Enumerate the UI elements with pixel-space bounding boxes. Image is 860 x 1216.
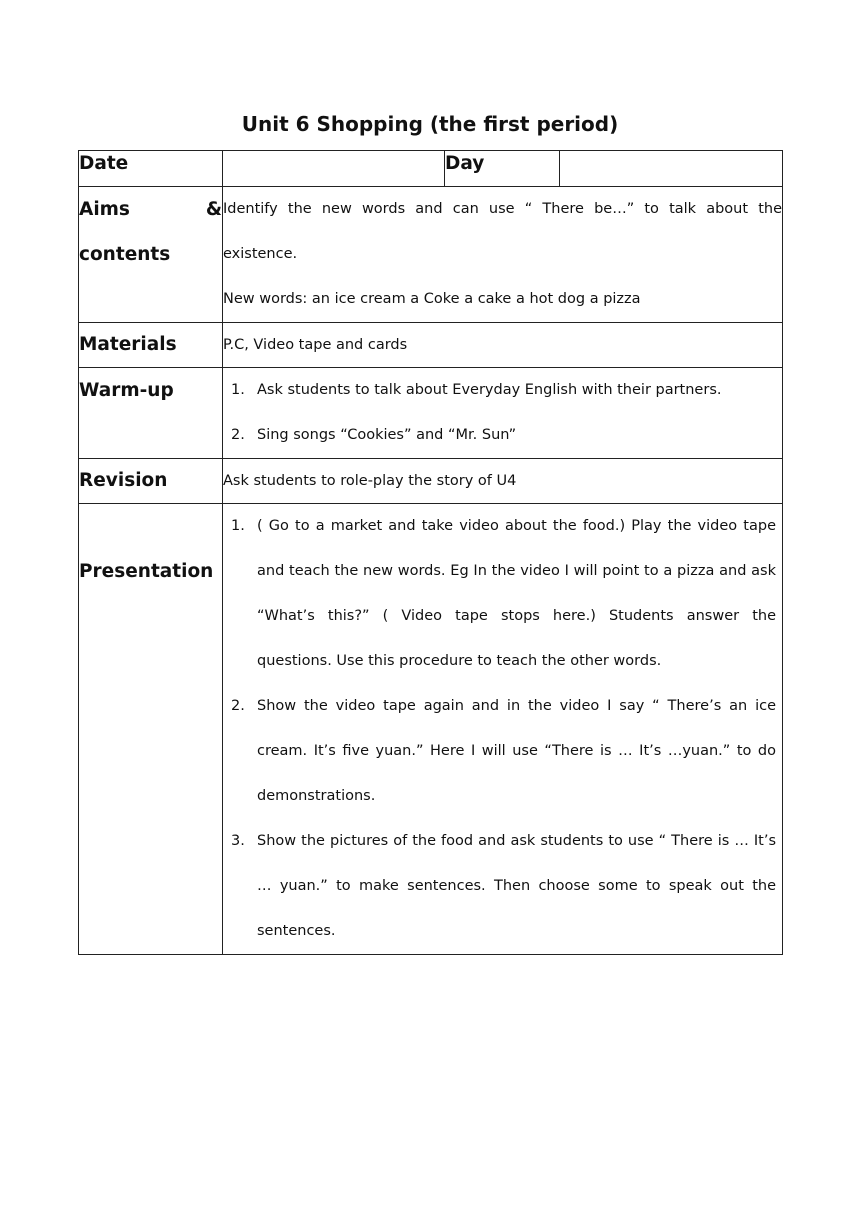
presentation-label: Presentation bbox=[79, 504, 223, 955]
presentation-row bbox=[79, 504, 783, 955]
list-item-text: Show the video tape again and in the video I say “ There’s an ice cream. It’s five yuan.” Here I will use “There is … It’s …yuan.” to do demonstrations. bbox=[257, 698, 776, 804]
aims-row bbox=[79, 187, 783, 323]
lesson-plan-table bbox=[78, 150, 783, 955]
list-item-number: 1. bbox=[231, 382, 245, 398]
date-value-cell bbox=[223, 151, 445, 187]
revision-label: Revision bbox=[79, 459, 223, 504]
aims-label: Aims bbox=[79, 199, 130, 220]
day-value-cell bbox=[560, 151, 783, 187]
materials-text: P.C, Video tape and cards bbox=[223, 323, 783, 368]
list-item-number: 2. bbox=[231, 427, 245, 443]
materials-label: Materials bbox=[79, 323, 223, 368]
warmup-row bbox=[79, 368, 783, 459]
aims-ampersand: & bbox=[205, 199, 222, 220]
list-item bbox=[231, 413, 782, 458]
date-row bbox=[79, 151, 783, 187]
list-item bbox=[231, 504, 782, 684]
list-item bbox=[231, 368, 782, 413]
revision-text: Ask students to role-play the story of U4 bbox=[223, 459, 783, 504]
list-item-text: Show the pictures of the food and ask students to use “ There is … It’s … yuan.” to make sentences. Then choose some to speak out the sentences. bbox=[257, 833, 776, 939]
date-label: Date bbox=[79, 151, 223, 187]
materials-row bbox=[79, 323, 783, 368]
contents-label: contents bbox=[79, 244, 171, 265]
list-item bbox=[231, 819, 782, 954]
aims-text: Identify the new words and can use “ There be…” to talk about the existence. bbox=[223, 201, 782, 262]
list-item-number: 2. bbox=[231, 698, 245, 714]
list-item bbox=[231, 684, 782, 819]
list-item-number: 1. bbox=[231, 518, 245, 534]
warmup-list bbox=[231, 368, 782, 458]
list-item-number: 3. bbox=[231, 833, 245, 849]
presentation-content-cell bbox=[223, 504, 783, 955]
list-item-text: ( Go to a market and take video about the food.) Play the video tape and teach the new words. Eg In the video I will point to a pizza and ask “What’s this?” ( Video tape stops here.) Students answer the questions. Use this procedure to teach the other words. bbox=[257, 518, 776, 669]
revision-row bbox=[79, 459, 783, 504]
day-label: Day bbox=[445, 151, 560, 187]
aims-label-cell bbox=[79, 187, 223, 323]
list-item-text: Ask students to talk about Everyday English with their partners. bbox=[257, 382, 722, 398]
new-words-text: New words: an ice cream a Coke a cake a hot dog a pizza bbox=[223, 291, 641, 307]
list-item-text: Sing songs “Cookies” and “Mr. Sun” bbox=[257, 427, 517, 443]
page-title: Unit 6 Shopping (the first period) bbox=[241, 112, 619, 136]
presentation-list bbox=[231, 504, 782, 954]
aims-content-cell bbox=[223, 187, 783, 323]
warmup-label: Warm-up bbox=[79, 368, 223, 459]
warmup-content-cell bbox=[223, 368, 783, 459]
